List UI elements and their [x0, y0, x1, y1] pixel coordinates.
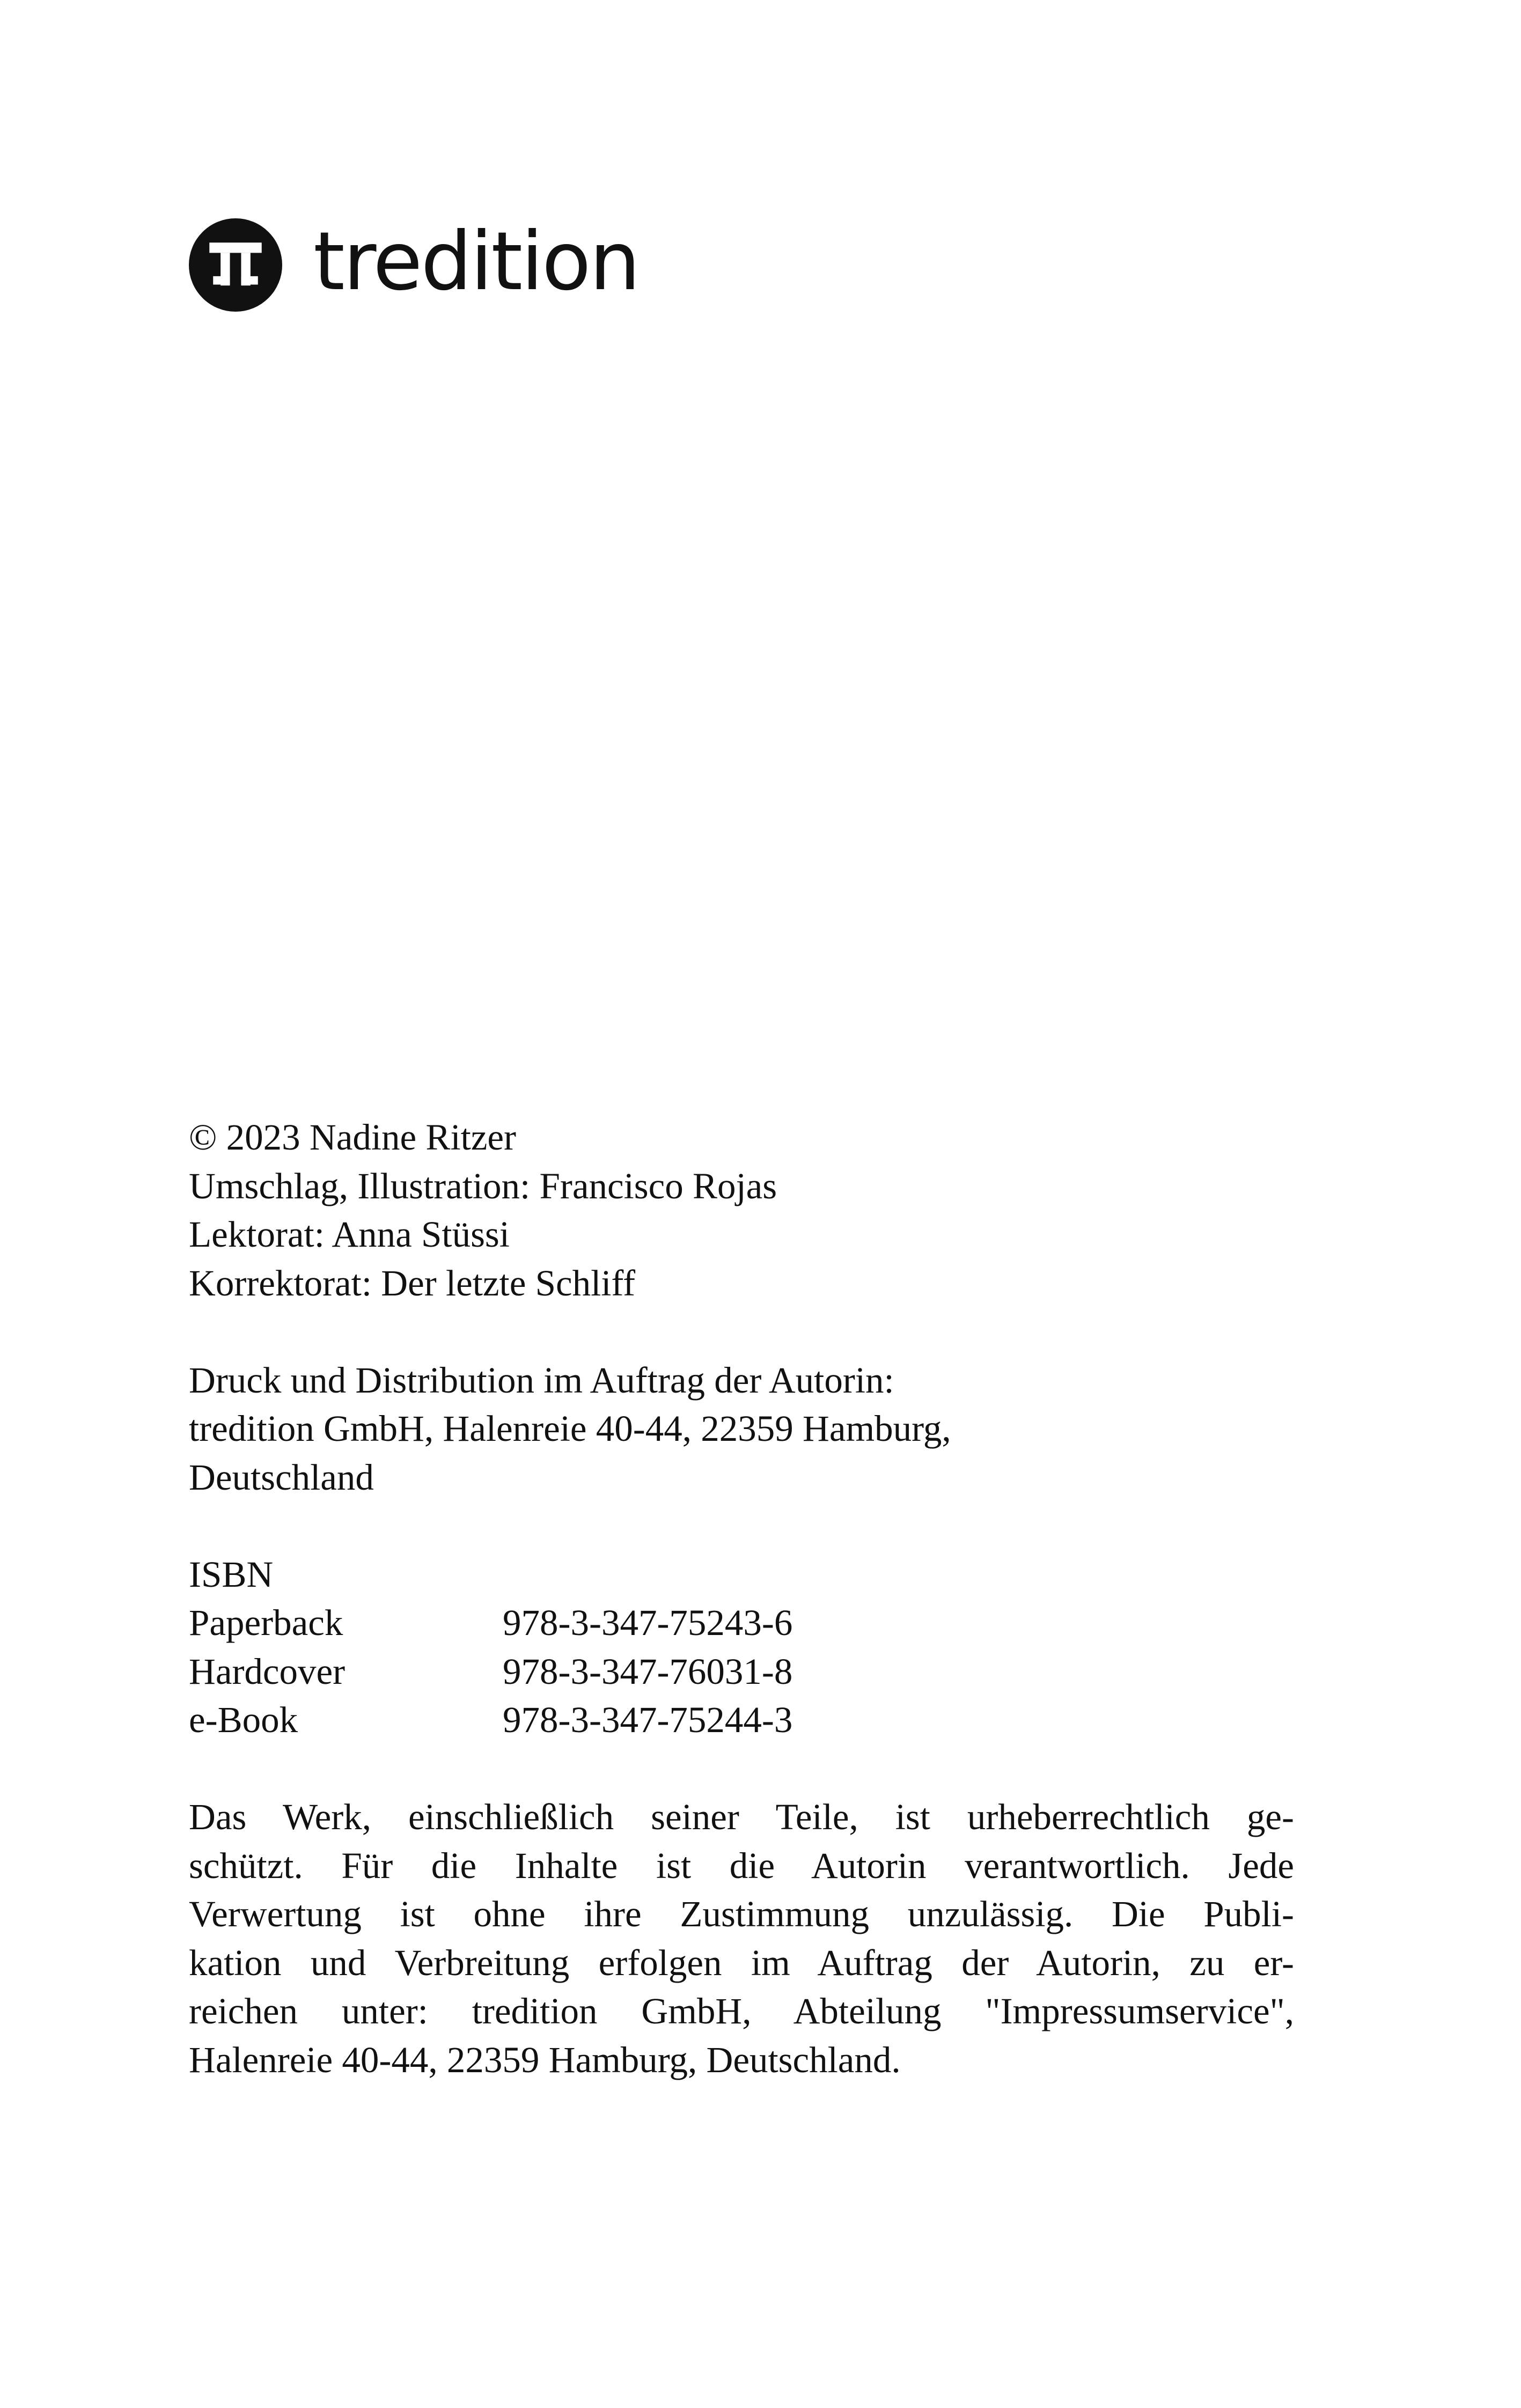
legal-line: kation und Verbreitung erfolgen im Auftrag der Autorin, zu er-: [189, 1942, 1294, 1983]
publisher-logo: [189, 217, 639, 313]
spacer: [189, 1744, 1294, 1793]
distribution-section: [189, 1356, 1294, 1502]
isbn-format: Paperback: [189, 1602, 343, 1643]
legal-notice: [189, 1793, 1294, 2084]
legal-line: schützt. Für die Inhalte ist die Autorin verantwortlich. Jede: [189, 1845, 1294, 1886]
isbn-format: Hardcover: [189, 1651, 346, 1692]
isbn-number: 978-3-347-75244-3: [503, 1699, 793, 1740]
distribution-line: tredition GmbH, Halenreie 40-44, 22359 Hamburg,: [189, 1408, 951, 1449]
proofreading-credit: Korrektorat: Der letzte Schliff: [189, 1262, 636, 1304]
distribution-line: Deutschland: [189, 1456, 374, 1498]
isbn-row: [189, 1647, 1294, 1696]
copyright-line: © 2023 Nadine Ritzer: [189, 1117, 517, 1158]
legal-line: Das Werk, einschließlich seiner Teile, ist urheberrechtlich ge-: [189, 1796, 1294, 1837]
legal-line: reichen unter: tredition GmbH, Abteilung "Impressumservice",: [189, 1991, 1294, 2031]
isbn-heading: ISBN: [189, 1553, 274, 1595]
spacer: [189, 1501, 1294, 1550]
spacer: [189, 1307, 1294, 1356]
isbn-format: e-Book: [189, 1699, 298, 1740]
distribution-line: Druck und Distribution im Auftrag der Autorin:: [189, 1359, 894, 1401]
imprint-block: [189, 1113, 1294, 2084]
isbn-row: [189, 1696, 1294, 1744]
isbn-number: 978-3-347-75243-6: [503, 1602, 793, 1643]
cover-credit: Umschlag, Illustration: Francisco Rojas: [189, 1165, 777, 1206]
editing-credit: Lektorat: Anna Stüssi: [189, 1214, 510, 1255]
legal-line: Halenreie 40-44, 22359 Hamburg, Deutschland.: [189, 2039, 901, 2080]
credits-section: [189, 1113, 1294, 1307]
legal-line: Verwertung ist ohne ihre Zustimmung unzulässig. Die Publi-: [189, 1894, 1294, 1934]
tredition-logo-icon: [189, 218, 282, 312]
isbn-row: [189, 1599, 1294, 1647]
publisher-wordmark: tredition: [313, 215, 639, 308]
isbn-section: [189, 1550, 1294, 1744]
isbn-number: 978-3-347-76031-8: [503, 1651, 793, 1692]
